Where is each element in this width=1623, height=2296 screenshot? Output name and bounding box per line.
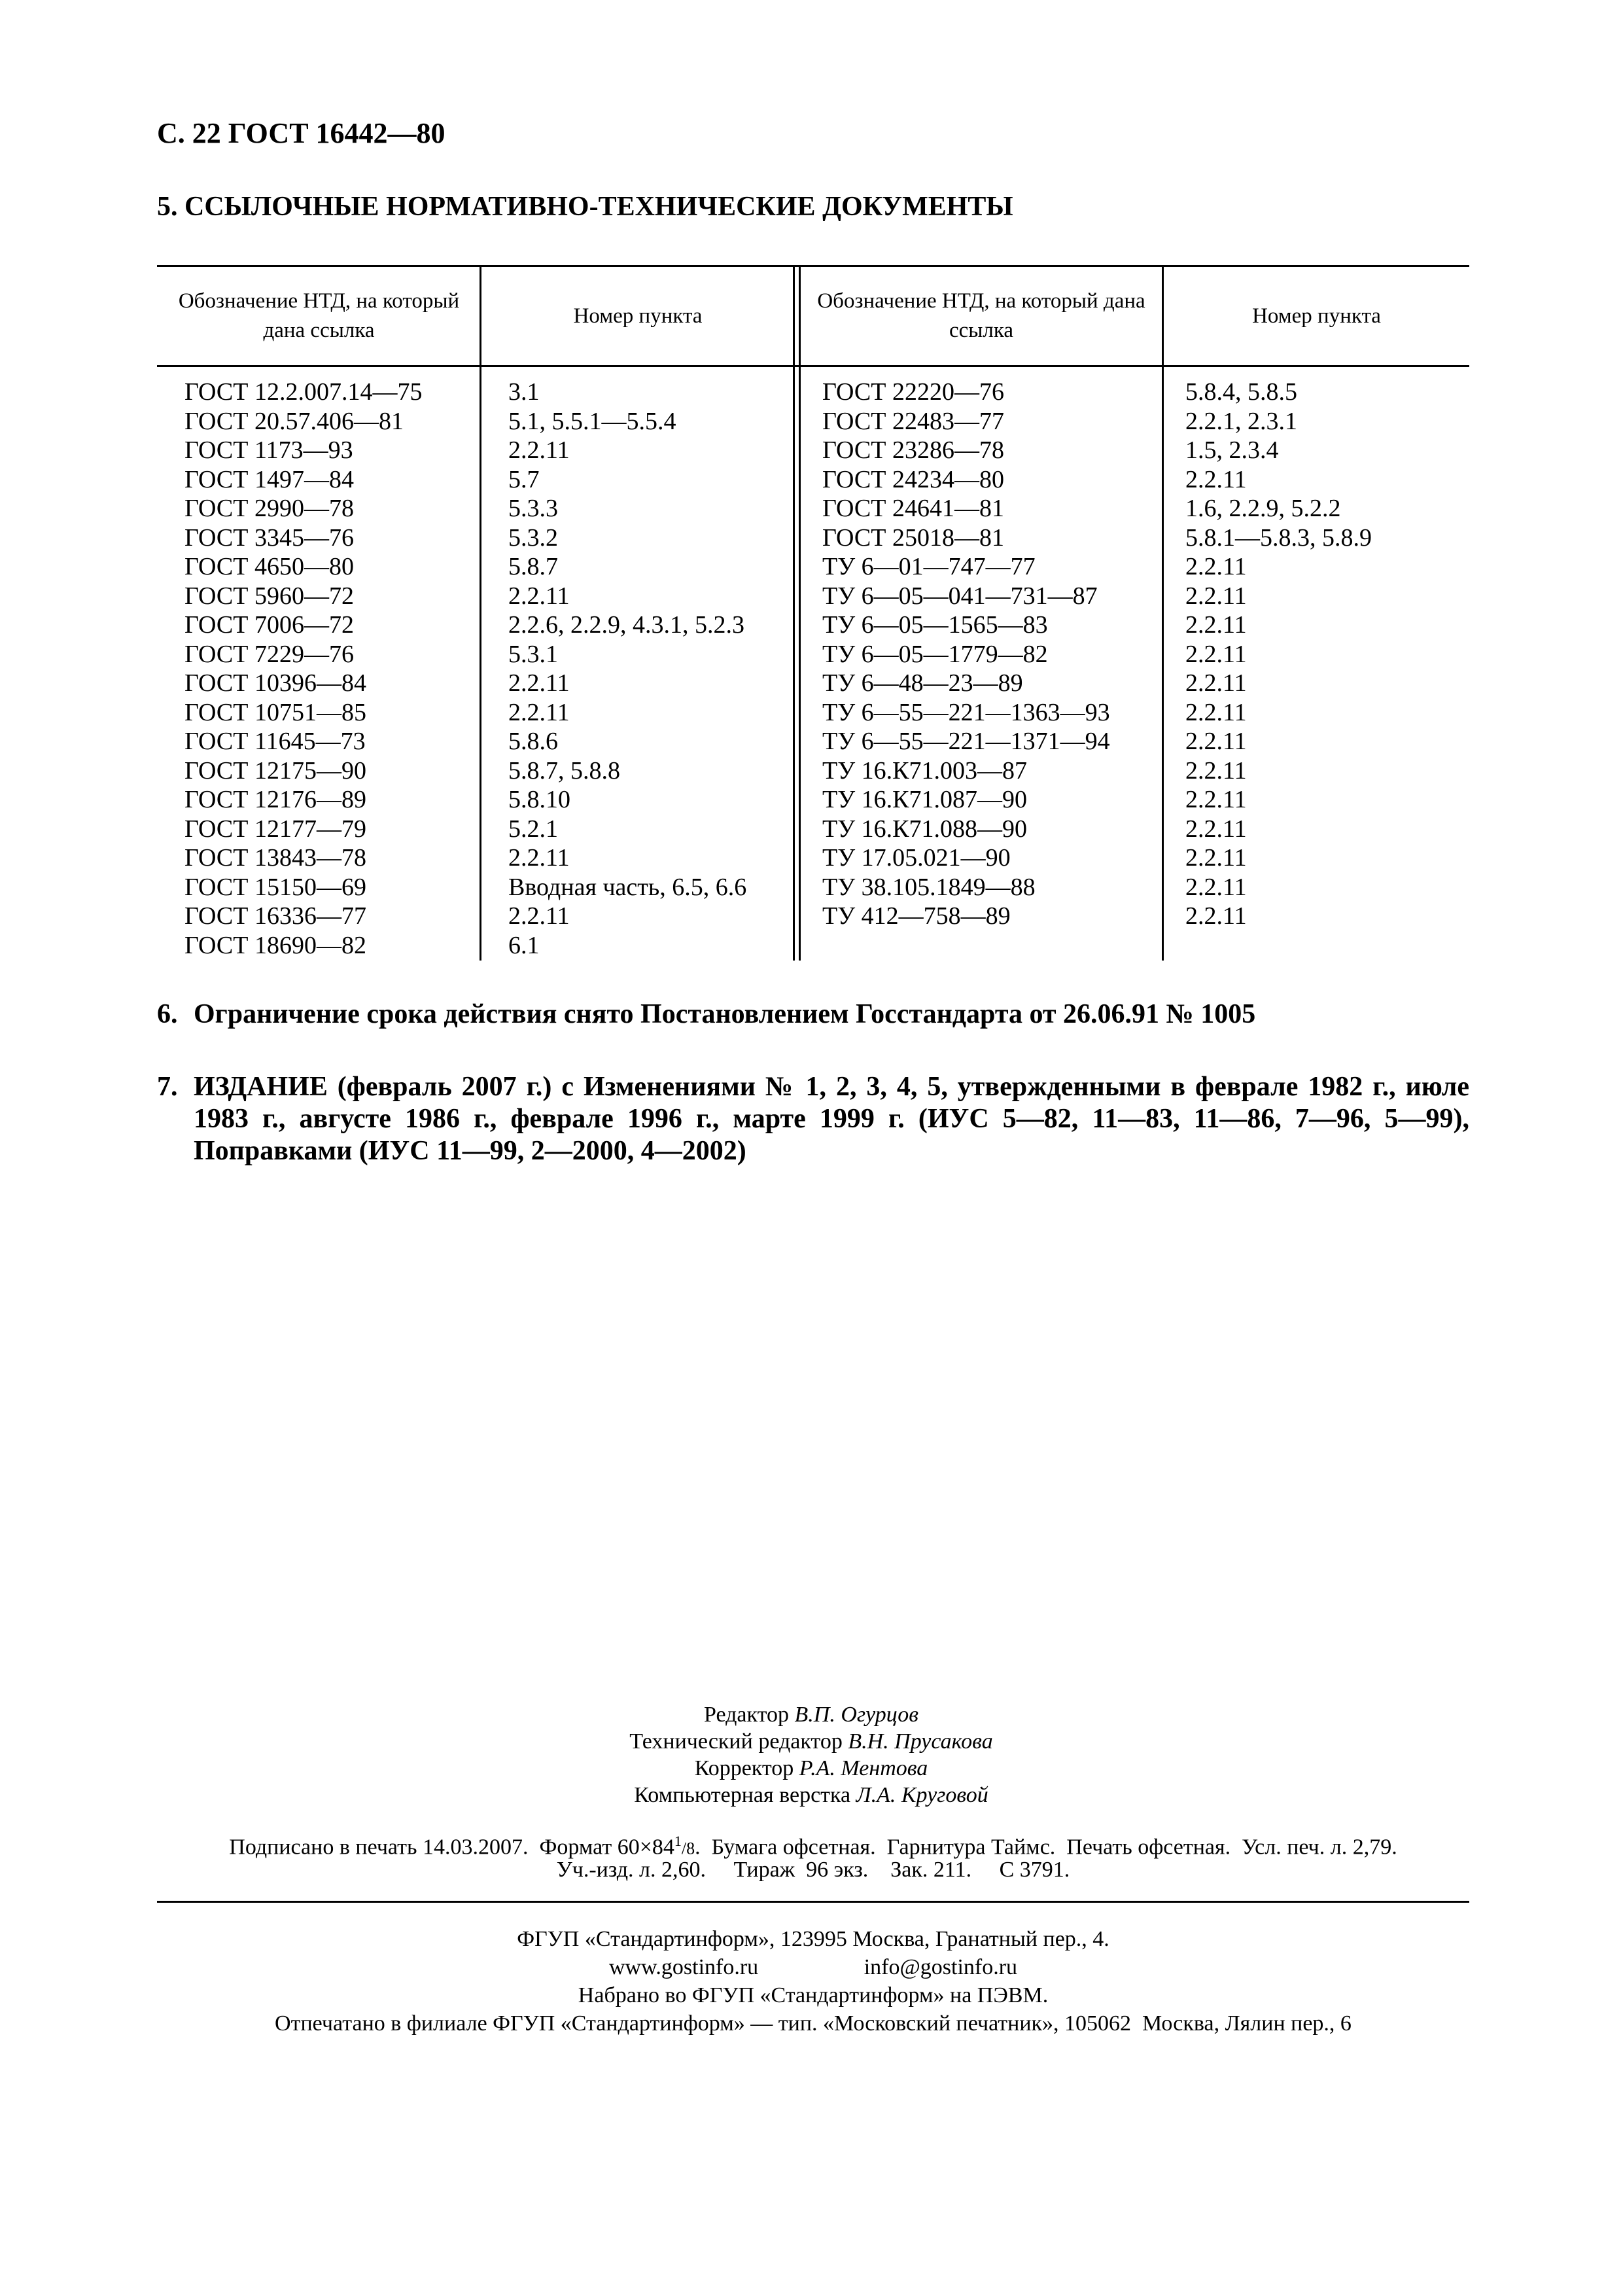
table-cell-point: 2.2.11 [1185, 553, 1247, 580]
table-cell-doc: ГОСТ 2990—78 [184, 495, 354, 522]
table-cell-point: 2.2.11 [508, 844, 570, 872]
table-cell-doc: ГОСТ 15150—69 [184, 873, 366, 901]
table-cell-point: 2.2.11 [508, 902, 570, 930]
publisher-line-3: Набрано во ФГУП «Стандартинформ» на ПЭВМ. [578, 1983, 1049, 2007]
table-cell-doc: ГОСТ 24641—81 [822, 495, 1004, 522]
table-cell-doc: ТУ 17.05.021—90 [822, 844, 1011, 872]
table-cell-doc: ГОСТ 12177—79 [184, 815, 366, 843]
header-right-doc: Обозначение НТД, на который дана ссылка [817, 289, 1145, 342]
table-cell-doc: ТУ 16.К71.088—90 [822, 815, 1027, 843]
table-cell-doc: ГОСТ 24234—80 [822, 465, 1004, 493]
table-cell-point: 2.2.11 [1185, 902, 1247, 930]
credit-layout [523, 1782, 1099, 1809]
table-cell-point: 2.2.11 [1185, 873, 1247, 901]
table-cell-doc: ТУ 38.105.1849—88 [822, 873, 1036, 901]
table-cell-point: 2.2.11 [1185, 611, 1247, 639]
table-cell-point: 2.2.11 [1185, 669, 1247, 697]
table-cell-doc: ГОСТ 1173—93 [184, 436, 353, 464]
header-left-point: Номер пункта [573, 304, 703, 328]
header-left-doc: Обозначение НТД, на который дана ссылка [178, 289, 460, 342]
table-cell-doc: ТУ 16.К71.087—90 [822, 786, 1027, 813]
table-cell-point: 2.2.11 [1185, 815, 1247, 843]
table-cell-doc: ГОСТ 12175—90 [184, 756, 366, 785]
print-info-start: Подписано в печать 14.03.2007. Формат 60×84 [229, 1835, 674, 1860]
table-cell-doc: ГОСТ 23286—78 [822, 436, 1004, 464]
table-cell-point: 5.7 [508, 465, 540, 493]
table-cell-doc: ТУ 16.К71.003—87 [822, 756, 1027, 785]
table-cell-point: 5.8.7, 5.8.8 [508, 756, 620, 785]
table-col-divider-3 [1162, 265, 1164, 961]
publisher-contacts [157, 1953, 1469, 1982]
credit-role: Технический редактор [629, 1729, 843, 1754]
table-cell-point: 5.3.1 [508, 640, 558, 668]
table-cell-doc: ТУ 6—55—221—1363—93 [822, 698, 1110, 726]
table-cell-point: 6.1 [508, 931, 540, 959]
credit-tech-editor [523, 1728, 1099, 1755]
credit-role: Корректор [694, 1756, 794, 1780]
format-denominator: /8 [681, 1839, 695, 1858]
table-cell-doc: ГОСТ 18690—82 [184, 931, 366, 959]
table-cell-doc: ГОСТ 10396—84 [184, 669, 366, 697]
table-cell-doc: ГОСТ 10751—85 [184, 698, 366, 726]
table-cell-doc: ТУ 6—05—1779—82 [822, 640, 1048, 668]
table-cell-point: Вводная часть, 6.5, 6.6 [508, 873, 747, 901]
left-doc-column [184, 378, 423, 960]
table-cell-point: 5.8.7 [508, 553, 558, 580]
table-cell-doc: ТУ 412—758—89 [822, 902, 1011, 930]
table-cell-point: 5.3.2 [508, 523, 558, 552]
credit-name: В.П. Огурцов [794, 1703, 918, 1727]
left-point-column [508, 378, 746, 960]
format-superscript: 1 [674, 1833, 682, 1849]
item-7-text: ИЗДАНИЕ (февраль 2007 г.) с Изменениями № 1, 2, 3, 4, 5, утвержденными в феврале 1982 г., июле 1983 г., августе 1986 г., феврале 1996 г., марте 1999 г. (ИУС 5—82, 11—83, 11—86, 7—96, 5—99), Поправками (ИУС 11—99, 2—2000, 4—2002) [194, 1072, 1469, 1166]
table-cell-doc: ГОСТ 12176—89 [184, 786, 366, 813]
table-cell-point: 2.2.11 [508, 436, 570, 464]
credit-name: Л.А. Круговой [856, 1783, 988, 1807]
table-cell-doc: ГОСТ 22483—77 [822, 407, 1004, 435]
table-cell-doc: ГОСТ 22220—76 [822, 378, 1004, 406]
table-cell-point: 5.8.10 [508, 786, 570, 813]
print-info-end: . Бумага офсетная. Гарнитура Таймс. Печать офсетная. Усл. печ. л. 2,79. [695, 1835, 1397, 1860]
credit-editor [523, 1701, 1099, 1728]
email-link[interactable]: info@gostinfo.ru [864, 1955, 1018, 1979]
table-cell-point: 1.6, 2.2.9, 5.2.2 [1185, 495, 1341, 522]
table-cell-point: 2.2.11 [1185, 844, 1247, 872]
table-cell-point: 5.8.1—5.8.3, 5.8.9 [1185, 523, 1372, 552]
right-doc-column [822, 378, 1110, 931]
table-col-divider-2b [799, 265, 801, 961]
credit-name: В.Н. Прусакова [848, 1729, 993, 1754]
table-cell-doc: ГОСТ 13843—78 [184, 844, 366, 872]
footer-rule [157, 1901, 1469, 1903]
table-cell-doc: ГОСТ 16336—77 [184, 902, 366, 930]
publisher-line-1: ФГУП «Стандартинформ», 123995 Москва, Гранатный пер., 4. [517, 1927, 1109, 1951]
credit-name: Р.А. Ментова [799, 1756, 928, 1780]
right-point-column [1185, 378, 1372, 931]
table-cell-point: 2.2.11 [1185, 640, 1247, 668]
table-cell-point: 5.3.3 [508, 495, 558, 522]
item-6-number: 6. [157, 999, 178, 1029]
table-cell-point: 5.8.4, 5.8.5 [1185, 378, 1297, 406]
table-cell-point: 5.8.6 [508, 728, 558, 755]
table-cell-doc: ТУ 6—55—221—1371—94 [822, 728, 1110, 755]
table-cell-doc: ГОСТ 7229—76 [184, 640, 354, 668]
table-cell-doc: ГОСТ 25018—81 [822, 523, 1004, 552]
header-right-point: Номер пункта [1252, 304, 1381, 328]
table-cell-doc: ГОСТ 1497—84 [184, 465, 354, 493]
item-7-number: 7. [157, 1072, 178, 1102]
table-cell-point: 5.2.1 [508, 815, 558, 843]
credits-block [523, 1701, 1099, 1809]
table-cell-point: 2.2.11 [508, 669, 570, 697]
table-cell-point: 5.1, 5.5.1—5.5.4 [508, 407, 676, 435]
table-cell-point: 2.2.1, 2.3.1 [1185, 407, 1297, 435]
credit-role: Компьютерная верстка [634, 1783, 851, 1807]
table-cell-doc: ТУ 6—48—23—89 [822, 669, 1023, 697]
table-col-divider-1 [480, 265, 481, 961]
table-cell-point: 2.2.11 [1185, 698, 1247, 726]
table-cell-point: 2.2.11 [1185, 582, 1247, 610]
item-6-text: Ограничение срока действия снято Постановлением Госстандарта от 26.06.91 № 1005 [194, 999, 1256, 1029]
table-cell-doc: ГОСТ 20.57.406—81 [184, 407, 404, 435]
table-cell-point: 3.1 [508, 378, 540, 406]
print-info-line-2: Уч.-изд. л. 2,60. Тираж 96 экз. Зак. 211. С 3791. [556, 1858, 1070, 1882]
table-cell-doc: ГОСТ 5960—72 [184, 582, 354, 610]
table-cell-doc: ГОСТ 7006—72 [184, 611, 354, 639]
table-cell-point: 1.5, 2.3.4 [1185, 436, 1279, 464]
table-cell-doc: ГОСТ 3345—76 [184, 523, 354, 552]
table-cell-doc: ТУ 6—05—041—731—87 [822, 582, 1098, 610]
table-cell-doc: ТУ 6—01—747—77 [822, 553, 1036, 580]
page-header: С. 22 ГОСТ 16442—80 [157, 117, 445, 149]
section-heading: 5. ССЫЛОЧНЫЕ НОРМАТИВНО-ТЕХНИЧЕСКИЕ ДОКУМЕНТЫ [157, 192, 1013, 222]
table-cell-point: 2.2.11 [1185, 756, 1247, 785]
table-cell-doc: ТУ 6—05—1565—83 [822, 611, 1048, 639]
table-cell-point: 2.2.11 [508, 582, 570, 610]
credit-proofreader [523, 1755, 1099, 1782]
table-cell-doc: ГОСТ 12.2.007.14—75 [184, 378, 423, 406]
table-col-divider-2a [793, 265, 795, 961]
table-cell-doc: ГОСТ 11645—73 [184, 728, 366, 755]
table-cell-point: 2.2.11 [1185, 728, 1247, 755]
table-cell-point: 2.2.11 [1185, 465, 1247, 493]
table-cell-doc: ГОСТ 4650—80 [184, 553, 354, 580]
table-cell-point: 2.2.6, 2.2.9, 4.3.1, 5.2.3 [508, 611, 744, 639]
publisher-line-4: Отпечатано в филиале ФГУП «Стандартинформ» — тип. «Московский печатник», 105062 Москва, Лялин пер., 6 [275, 2011, 1352, 2036]
table-cell-point: 2.2.11 [1185, 786, 1247, 813]
credit-role: Редактор [704, 1703, 789, 1727]
table-cell-point: 2.2.11 [508, 698, 570, 726]
table-header-rule [157, 365, 1469, 367]
website-link[interactable]: www.gostinfo.ru [608, 1955, 759, 1979]
